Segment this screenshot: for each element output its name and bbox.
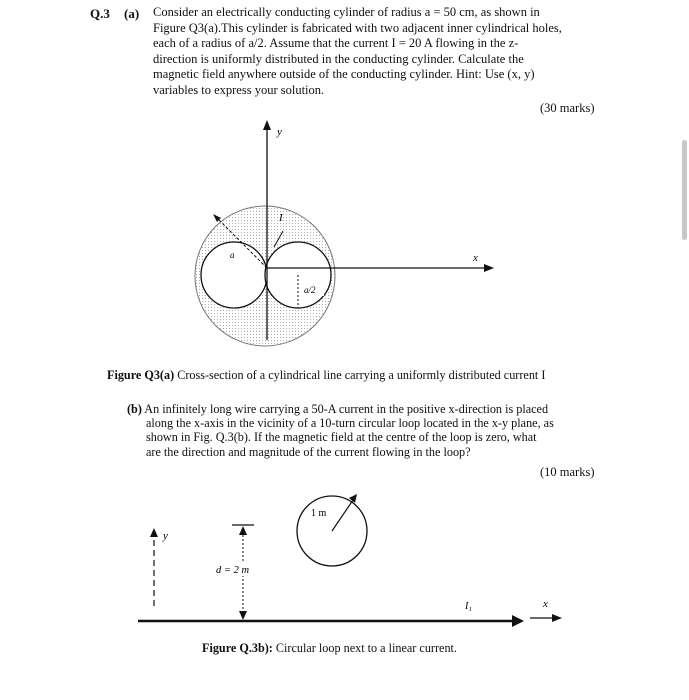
loop-radius-label: 1 m — [311, 508, 327, 519]
part-a-line: direction is uniformly distributed in the conducting cylinder. Calculate the — [153, 51, 524, 66]
caption-b-text: Circular loop next to a linear current. — [272, 641, 457, 655]
part-a-label: (a) — [124, 6, 140, 21]
radius-label-a: a — [230, 250, 235, 260]
x-label-a: x — [473, 252, 478, 264]
x-axis-arrow-b — [552, 614, 562, 622]
y-label-a: y — [277, 126, 282, 138]
y-label-b: y — [163, 530, 168, 542]
wire-current-label: I₁ — [465, 601, 472, 612]
part-a-line: variables to express your solution. — [153, 82, 325, 97]
distance-label: d = 2 m — [216, 565, 250, 576]
caption-a-label: Figure Q3(a) — [107, 368, 175, 382]
wire-arrow — [512, 615, 524, 627]
current-label-a: I — [279, 212, 283, 224]
hole-radius-label: a/2 — [304, 285, 316, 295]
part-a-line: each of a radius of a/2. Assume that the current I = 20 A flowing in the z- — [153, 36, 519, 50]
y-axis-arrow-b — [150, 528, 158, 537]
part-a-line: Consider an electrically conducting cylinder of radius a = 50 cm, as shown in — [153, 5, 540, 19]
caption-b-label: Figure Q.3b): — [202, 641, 273, 655]
part-b-line: An infinitely long wire carrying a 50-A current in the positive x-direction is placed — [144, 402, 549, 416]
vertical-scrollbar[interactable] — [682, 140, 687, 240]
part-b-marks: (10 marks) — [540, 465, 595, 479]
part-b-line: shown in Fig. Q.3(b). If the magnetic field at the centre of the loop is zero, what — [146, 430, 537, 445]
part-a-line: magnetic field anywhere outside of the conducting cylinder. Hint: Use (x, y) — [153, 67, 535, 81]
caption-a-text: Cross-section of a cylindrical line carrying a uniformly distributed current I — [174, 368, 546, 382]
question-number: Q.3 — [90, 6, 110, 21]
part-a-line: Figure Q3(a).This cylinder is fabricated with two adjacent inner cylindrical holes, — [153, 20, 562, 35]
part-b-label: (b) — [127, 402, 142, 416]
x-label-b: x — [543, 598, 548, 610]
part-b-line: along the x-axis in the vicinity of a 10-turn circular loop located in the x-y plane, as — [146, 416, 554, 431]
part-b-line: are the direction and magnitude of the current flowing in the loop? — [146, 444, 471, 459]
figure-q3b-caption — [202, 641, 457, 656]
part-a-marks: (30 marks) — [540, 101, 595, 115]
